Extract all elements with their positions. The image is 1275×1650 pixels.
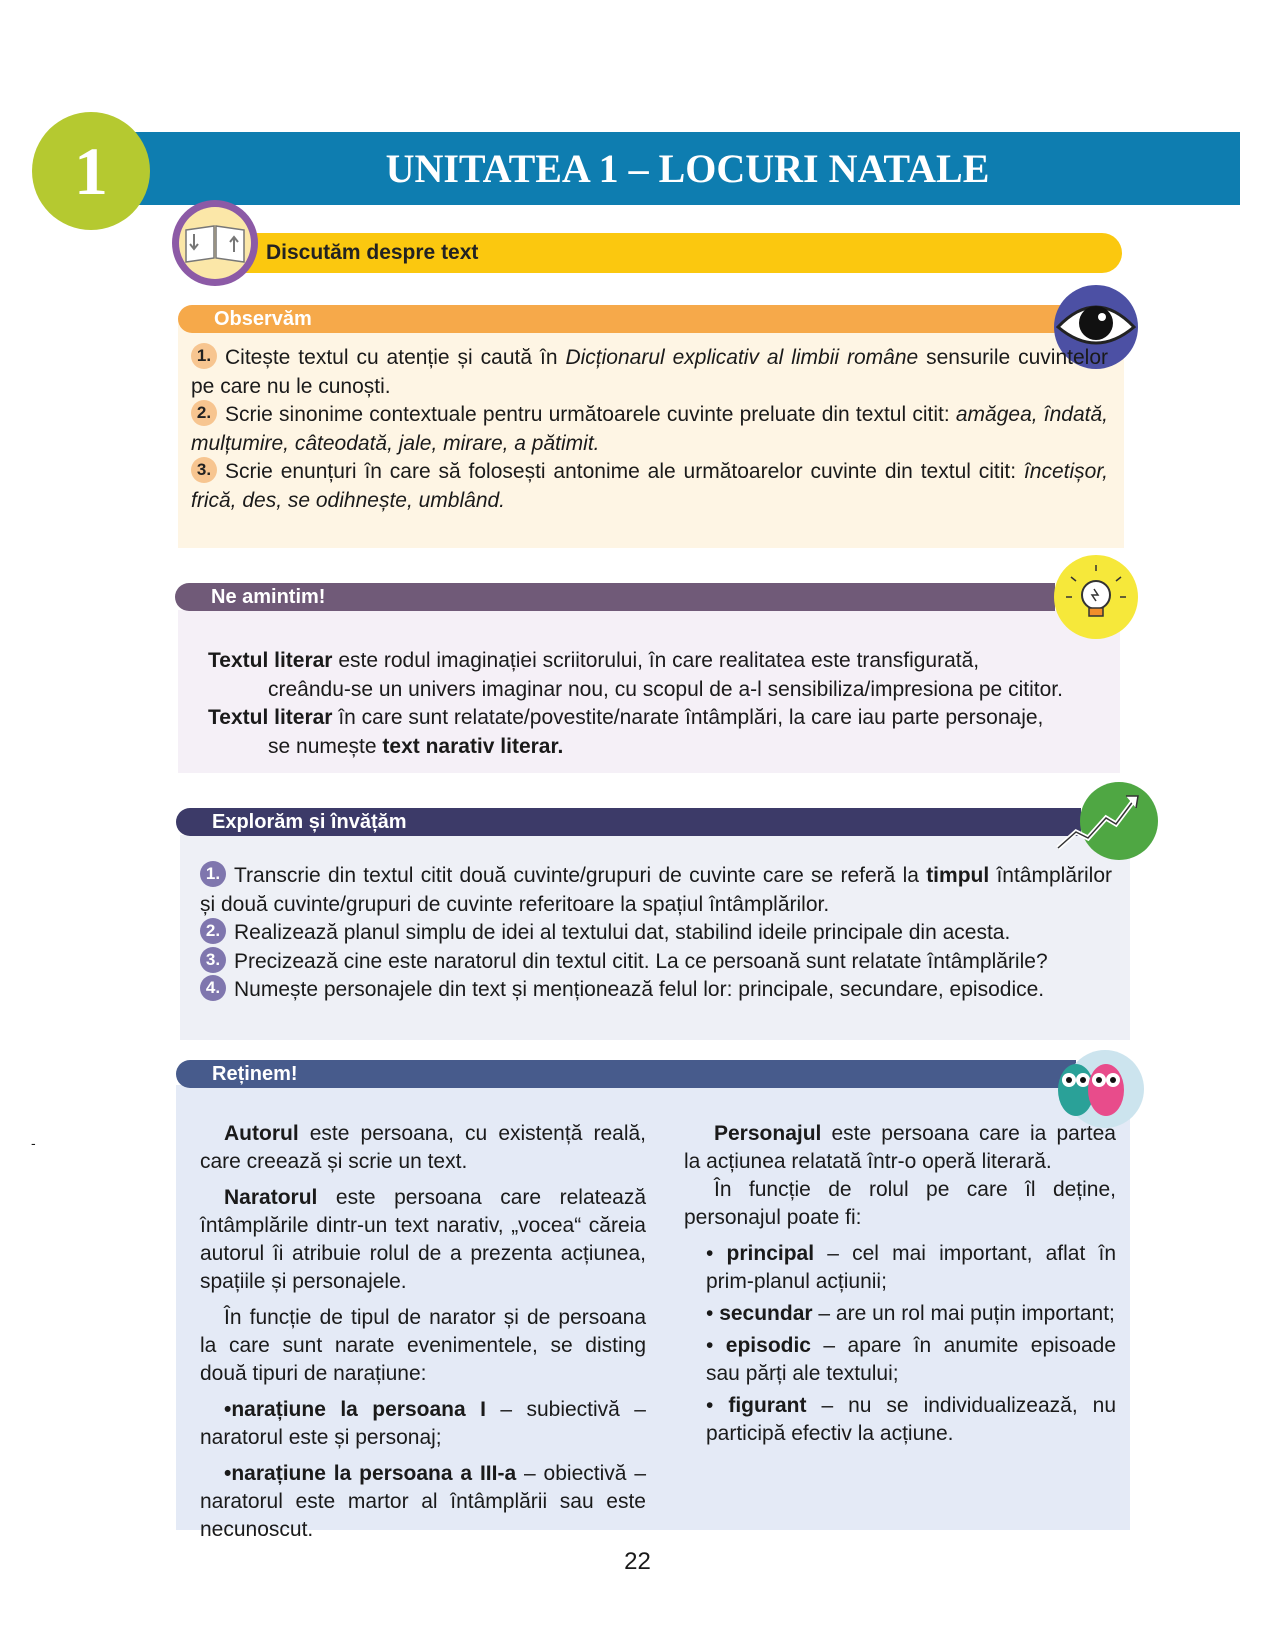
observam-heading: Observăm: [178, 305, 1068, 333]
exploram-text: [200, 862, 1112, 1005]
exploram-item: 4. Numește personajele din text și menționează felul lor: principale, secundare, episodice.: [200, 976, 1112, 1005]
observam-item: 2. Scrie sinonime contextuale pentru următoarele cuvinte preluate din textul citit: amăgea, îndată, mulțumire, câteodată, jale, mirare, a pătimit.: [191, 401, 1108, 458]
discutam-label: Discutăm despre text: [266, 241, 479, 264]
lightbulb-icon: [1054, 555, 1138, 639]
item-number: 2.: [191, 400, 217, 426]
item-number: 1.: [200, 861, 226, 887]
unit-title: UNITATEA 1 – LOCURI NATALE: [385, 146, 990, 191]
retinem-right-column: Personajul este persoana care ia partea la acțiunea relatată într-o operă literară. În funcție de rolul pe care îl deține, personajul poate fi: • principal – cel mai important, aflat în prim-planul acțiunii; • secundar – are un rol mai puțin important; • episodic – apare în anumite episoade sau părți ale textului; • figurant – nu se individualizează, nu participă efectiv la acțiune.: [684, 1122, 1117, 1445]
exploram-item: 3. Precizează cine este naratorul din textul citit. La ce persoană sunt relatate întâmplările?: [200, 948, 1112, 977]
ne-amintim-heading: Ne amintim!: [175, 583, 1055, 611]
page-number: 22: [624, 1548, 651, 1575]
item-number: 3.: [200, 947, 226, 973]
exploram-item: 1. Transcrie din textul citit două cuvinte/grupuri de cuvinte care se referă la timpul întâmplărilor și două cuvinte/grupuri de cuvinte referitoare la spațiul întâmplărilor.: [200, 862, 1112, 919]
retinem-left-column: Autorul este persoana, cu existență reală, care creează și scrie un text. Naratorul este persoana care relatează întâmplările dintr-un text narativ, „vocea“ căreia autorul îi atribuie rolul de a prezenta acțiunea, spațiile și personajele. În funcție de tipul de narator și de persoana la care sunt narate evenimentele, se disting două tipuri de narațiune: •narațiune la persoana I – subiectivă – naratorul este și personaj; •narațiune la persoana a III-a – obiectivă – naratorul este martor al întâmplării sau este necunoscut.: [200, 1122, 646, 1541]
observam-text: [191, 344, 1108, 515]
unit-number-badge: 1: [32, 112, 150, 230]
item-number: 4.: [200, 975, 226, 1001]
exploram-item: 2. Realizează planul simplu de idei al textului dat, stabilind ideile principale din acesta.: [200, 919, 1112, 948]
observam-item: 3. Scrie enunțuri în care să folosești antonime ale următoarelor cuvinte din textul citit: încetișor, frică, des, se odihnește, umblând.: [191, 458, 1108, 515]
observam-item: 1. Citește textul cu atenție și caută în Dicționarul explicativ al limbii române sensurile cuvintelor pe care nu le cunoști.: [191, 344, 1108, 401]
item-number: 2.: [200, 918, 226, 944]
item-number: 3.: [191, 457, 217, 483]
exploram-heading: Explorăm și învățăm: [176, 808, 1081, 836]
book-icon: [172, 200, 258, 286]
ne-amintim-text: Textul literar este rodul imaginației scriitorului, în care realitatea este transfigurată, creându-se un univers imaginar nou, cu scopul de a-l sensibiliza/impresiona pe cititor. Textul literar în care sunt relatate/povestite/narate întâmplări, la care iau parte personaje, se numește text narativ literar.: [208, 649, 1063, 758]
growth-chart-icon: [1080, 782, 1158, 860]
item-number: 1.: [191, 343, 217, 369]
retinem-heading: Reținem!: [176, 1060, 1076, 1088]
owls-icon: [1066, 1050, 1144, 1128]
margin-mark: -: [31, 1135, 36, 1151]
